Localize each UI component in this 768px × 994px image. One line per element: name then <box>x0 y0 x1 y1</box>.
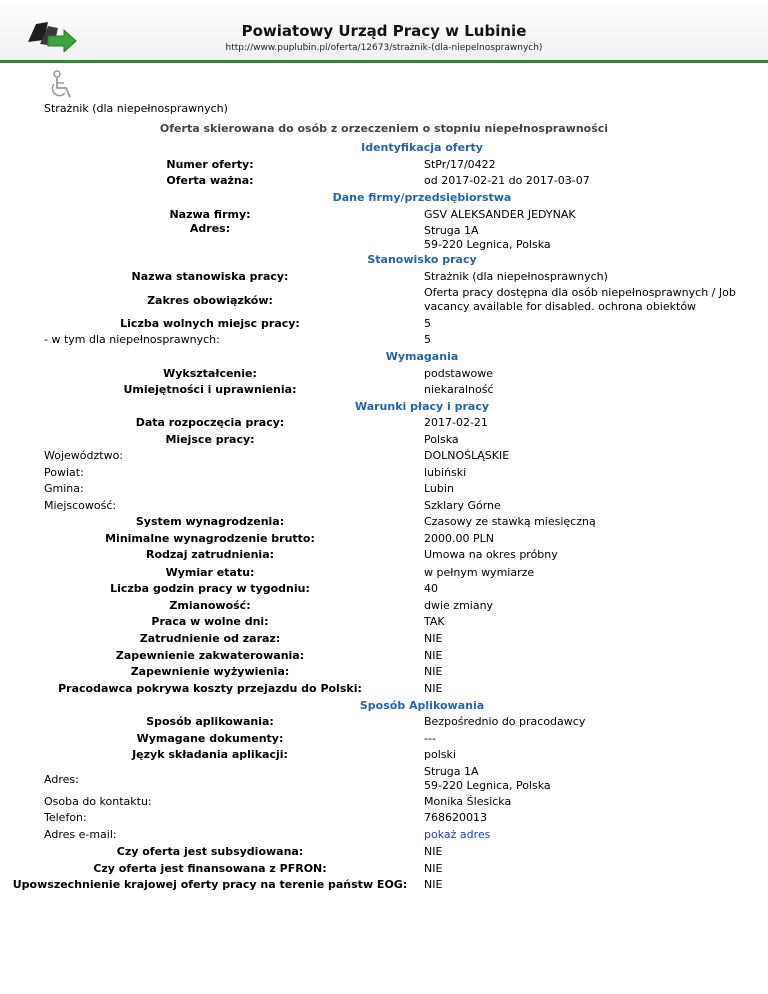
field-miejscowosc: Miejscowość: Szklary Górne <box>44 499 501 512</box>
field-dla-niepelnosprawnych: - w tym dla niepełnosprawnych: 5 <box>44 333 431 346</box>
field-nazwa-stanowiska: Nazwa stanowiska pracy: Strażnik (dla niepełnosprawnych) <box>131 270 608 283</box>
page-url: http://www.puplubin.pl/oferta/12673/strażnik-(dla-niepelnosprawnych) <box>225 43 543 53</box>
field-gmina: Gmina: Lubin <box>44 482 454 495</box>
job-title: Strażnik (dla niepełnosprawnych) <box>44 102 228 115</box>
field-koszty-przejazdu: Pracodawca pokrywa koszty przejazdu do Polski: NIE <box>58 682 443 695</box>
field-zmianowosc: Zmianowość: dwie zmiany <box>169 599 494 612</box>
field-zakwaterowanie: Zapewnienie zakwaterowania: NIE <box>115 649 443 662</box>
show-email-link[interactable]: pokaż adres <box>424 828 491 841</box>
field-pfron: Czy oferta jest finansowana z PFRON: NIE <box>93 862 443 875</box>
section-identyfikacja: Identyfikacja oferty <box>361 141 483 154</box>
field-oferta-wazna: Oferta ważna: od 2017-02-21 do 2017-03-07 <box>166 174 590 187</box>
field-osoba-kontakt: Osoba do kontaktu: Monika Ślesicka <box>44 795 512 808</box>
field-nazwa-firmy: Nazwa firmy: GSV ALEKSANDER JEDYNAK <box>169 208 576 221</box>
field-email: Adres e-mail: pokaż adres <box>0 826 768 843</box>
field-wymagane-dokumenty: Wymagane dokumenty: --- <box>136 732 436 745</box>
offer-subtitle: Oferta skierowana do osób z orzeczeniem o stopniu niepełnosprawności <box>159 122 609 135</box>
field-wyksztalcenie: Wykształcenie: podstawowe <box>163 367 493 380</box>
section-stanowisko: Stanowisko pracy <box>367 253 477 266</box>
field-jezyk-aplikacji: Język składania aplikacji: polski <box>132 748 456 761</box>
field-miejsce-pracy: Miejsce pracy: Polska <box>165 433 459 446</box>
field-powiat: Powiat: lubiński <box>44 466 467 479</box>
section-aplikowanie: Sposób Aplikowania <box>359 699 485 712</box>
field-zakres: Zakres obowiązków: Oferta pracy dostępna dla osób niepełnosprawnych / Job vacancy available for disabled. ochrona obiektów <box>147 286 736 313</box>
field-telefon: Telefon: 768620013 <box>44 811 487 824</box>
field-umiejetnosci: Umiejętności i uprawnienia: niekaralność <box>123 383 494 396</box>
field-subsydiowana: Czy oferta jest subsydiowana: NIE <box>116 845 443 858</box>
field-adres-aplikacji: Adres: Struga 1A 59-220 Legnica, Polska <box>44 765 551 792</box>
site-title: Powiatowy Urząd Pracy w Lubinie <box>241 22 527 40</box>
field-system-wynagrodzenia: System wynagrodzenia: Czasowy ze stawką miesięczną <box>135 515 596 528</box>
section-firma: Dane firmy/przedsiębiorstwa <box>332 191 512 204</box>
field-zatrudnienie-od-zaraz: Zatrudnienie od zaraz: NIE <box>139 632 443 645</box>
section-wymagania: Wymagania <box>385 350 459 363</box>
field-wojewodztwo: Województwo: DOLNOŚLĄSKIE <box>44 449 510 462</box>
wheelchair-icon <box>48 70 74 100</box>
section-warunki: Warunki płacy i pracy <box>354 400 490 413</box>
field-wymiar-etatu: Wymiar etatu: w pełnym wymiarze <box>165 566 535 579</box>
field-sposob-aplikowania: Sposób aplikowania: Bezpośrednio do pracodawcy <box>146 715 586 728</box>
field-data-rozpoczecia: Data rozpoczęcia pracy: 2017-02-21 <box>135 416 488 429</box>
field-rodzaj-zatrudnienia: Rodzaj zatrudnienia: Umowa na okres próbny <box>145 548 558 561</box>
field-min-wynagrodzenie: Minimalne wynagrodzenie brutto: 2000.00 PLN <box>105 532 494 545</box>
page-header <box>0 0 768 63</box>
field-praca-wolne-dni: Praca w wolne dni: TAK <box>151 615 445 628</box>
field-godziny-tydzien: Liczba godzin pracy w tygodniu: 40 <box>110 582 438 595</box>
field-wolne-miejsca: Liczba wolnych miejsc pracy: 5 <box>120 317 431 330</box>
field-wyzywienie: Zapewnienie wyżywienia: NIE <box>130 665 443 678</box>
field-eog: Upowszechnienie krajowej oferty pracy na terenie państw EOG: NIE <box>12 878 443 891</box>
field-numer-oferty: Numer oferty: StPr/17/0422 <box>166 158 496 171</box>
field-adres-firmy: Adres: Struga 1A 59-220 Legnica, Polska <box>189 222 551 251</box>
